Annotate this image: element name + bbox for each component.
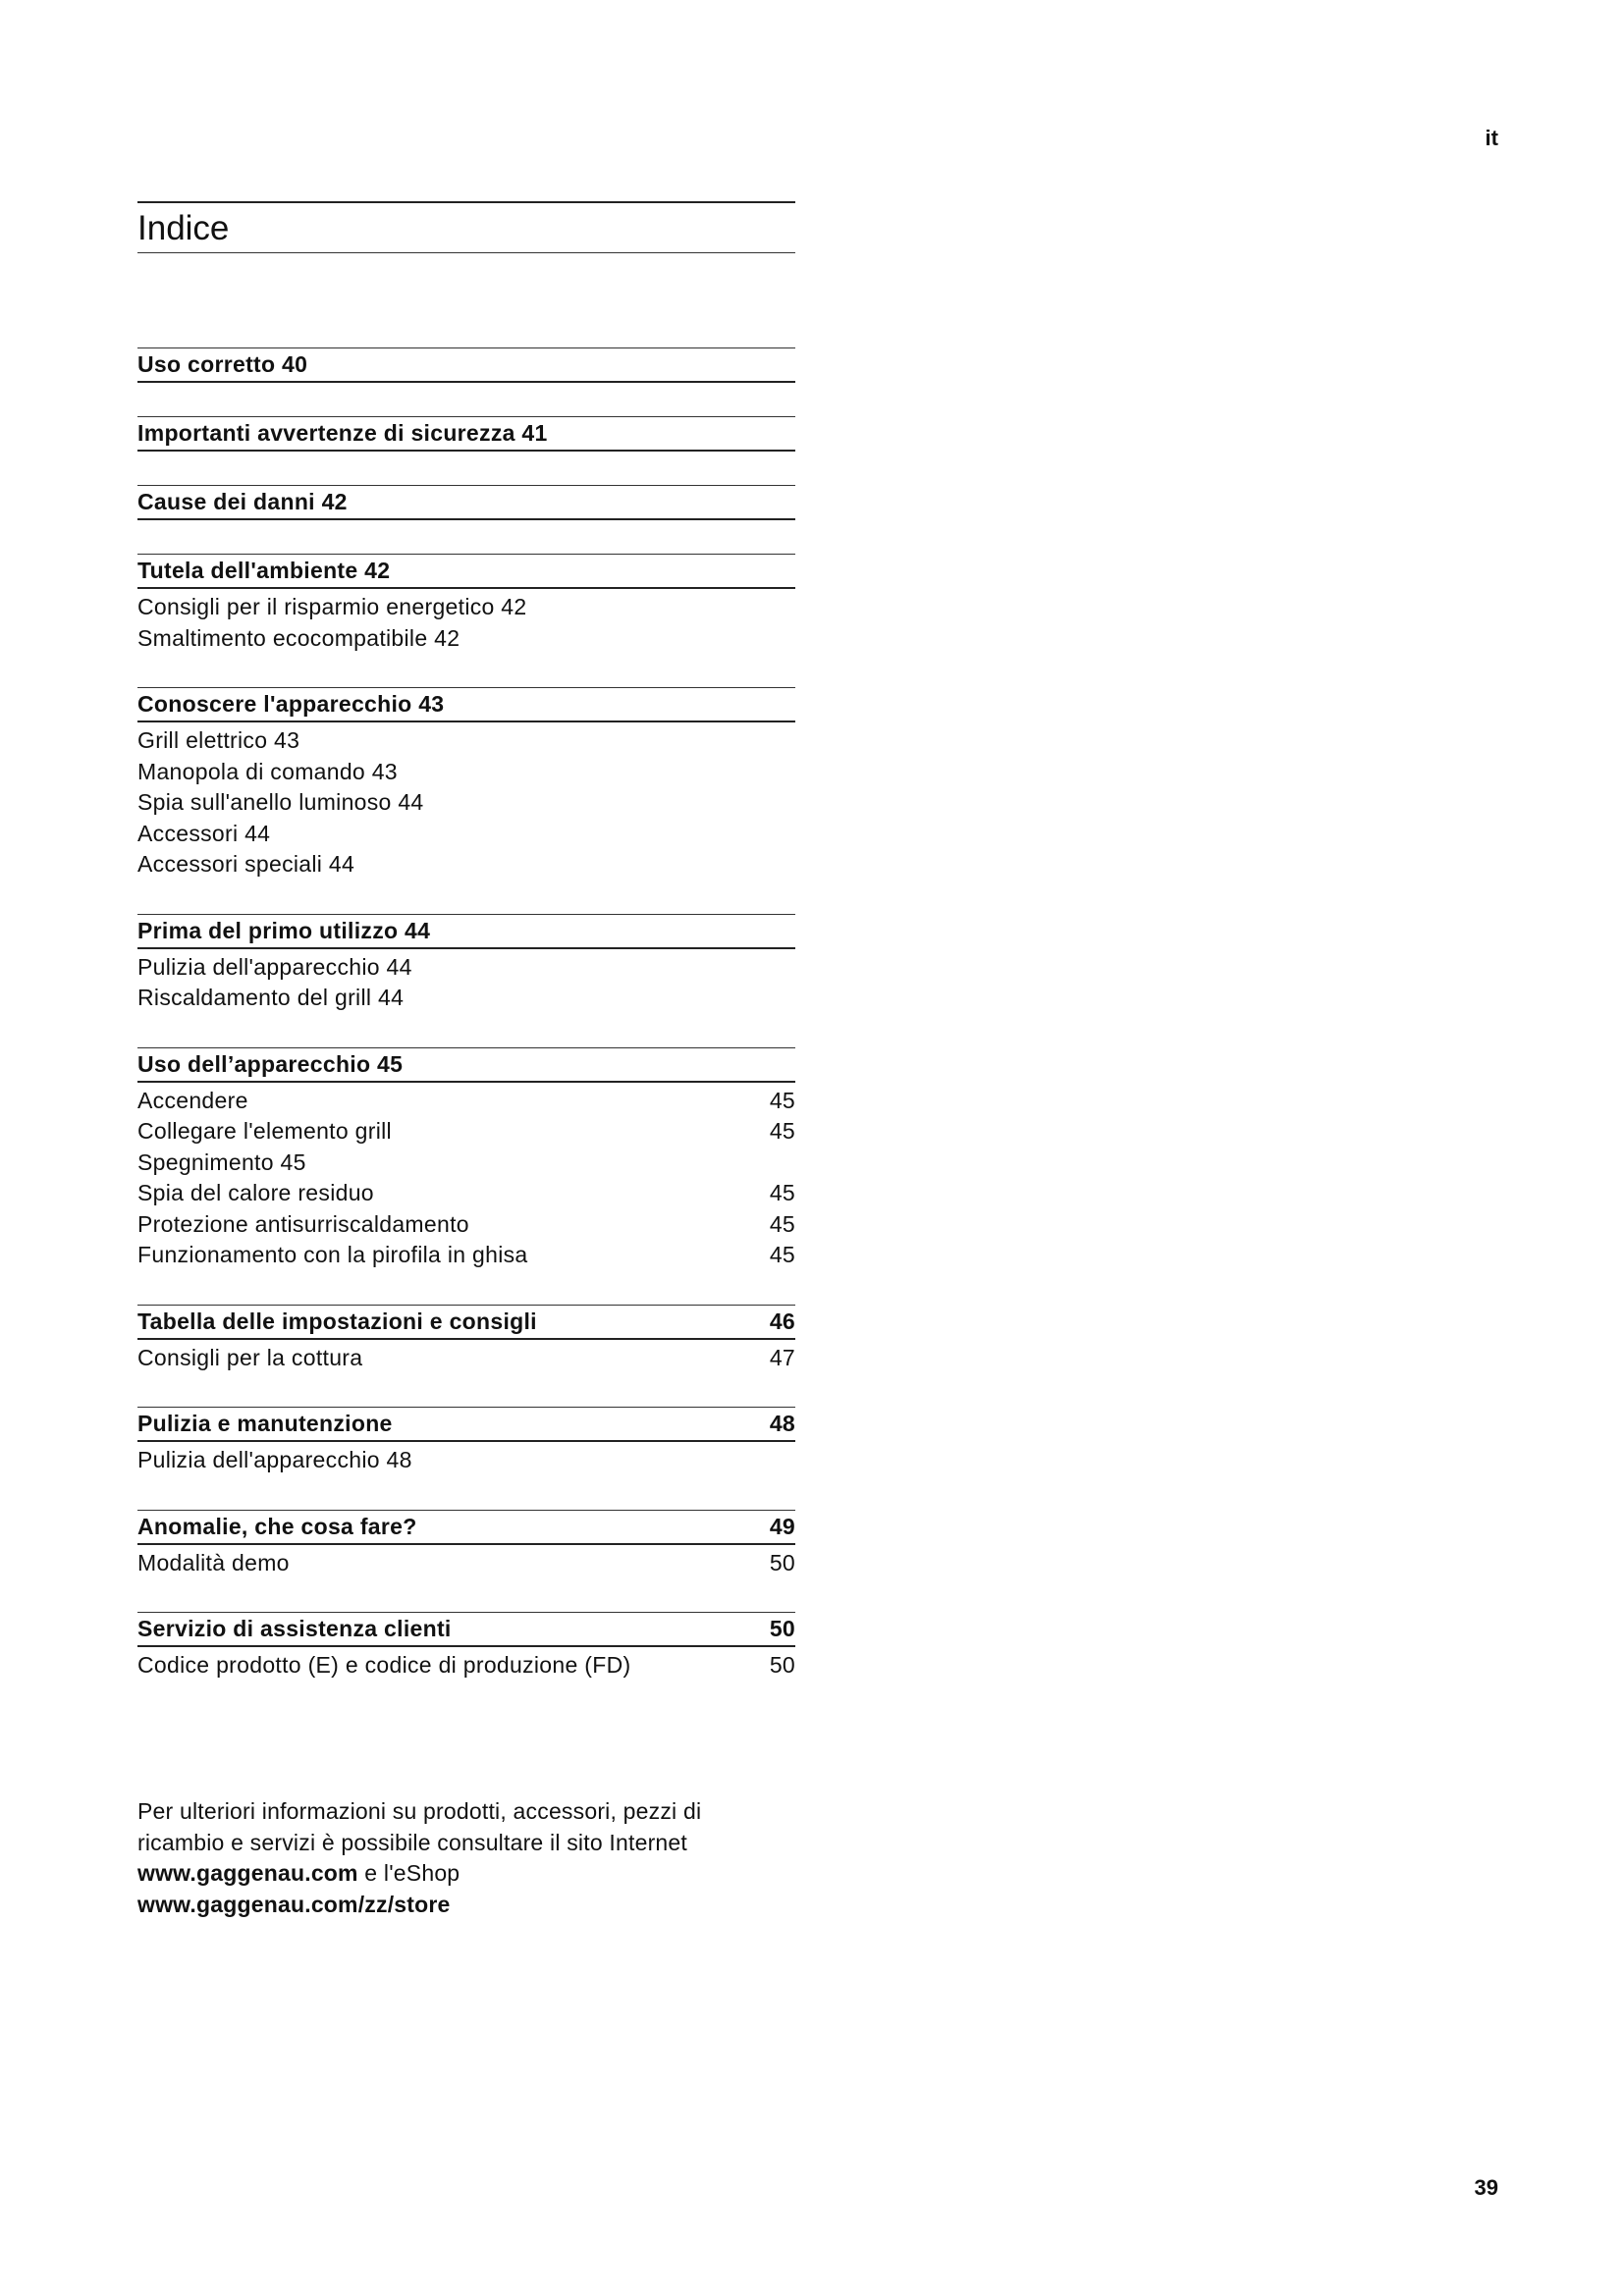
toc-section-heading[interactable] <box>137 1407 795 1442</box>
toc-section-heading[interactable] <box>137 1612 795 1647</box>
toc-entry-list <box>137 722 795 881</box>
toc-section-heading[interactable] <box>137 1510 795 1545</box>
toc-section-heading[interactable] <box>137 1047 795 1083</box>
section-title: Cause dei danni 42 <box>137 489 348 514</box>
footer-info <box>137 1796 795 1920</box>
entry-page-number: 45 <box>769 1210 795 1237</box>
section-title: Tutela dell'ambiente 42 <box>137 558 391 583</box>
toc-entry-list <box>137 1442 795 1476</box>
toc-entry-list <box>137 949 795 1014</box>
toc-entry-list <box>137 1647 795 1682</box>
toc-section <box>137 914 795 1014</box>
toc-entry[interactable] <box>137 1445 795 1476</box>
section-title: Uso corretto 40 <box>137 351 308 377</box>
toc-section-heading[interactable] <box>137 347 795 383</box>
entry-page-number: 45 <box>769 1180 795 1205</box>
entry-label: Funzionamento con la pirofila in ghisa <box>137 1242 528 1267</box>
entry-label: Pulizia dell'apparecchio 44 <box>137 953 412 980</box>
entry-page-number: 45 <box>769 1118 795 1144</box>
section-title: Servizio di assistenza clienti <box>137 1616 452 1641</box>
entry-page-number: 50 <box>769 1652 795 1678</box>
entry-label: Spia del calore residuo <box>137 1180 374 1205</box>
entry-label: Consigli per il risparmio energetico 42 <box>137 594 527 619</box>
toc-section <box>137 554 795 654</box>
toc-section <box>137 1305 795 1374</box>
section-title: Anomalie, che cosa fare? <box>137 1513 417 1539</box>
footer-connector: e l'eShop <box>357 1860 460 1886</box>
toc-section-heading[interactable] <box>137 416 795 452</box>
footer-text-line1: Per ulteriori informazioni su prodotti, accessori, pezzi di <box>137 1798 702 1824</box>
entry-label: Spia sull'anello luminoso 44 <box>137 789 424 815</box>
toc-entry-list <box>137 1340 795 1374</box>
toc-entry[interactable] <box>137 952 795 984</box>
toc-section <box>137 1510 795 1579</box>
footer-url-line <box>137 1858 795 1890</box>
toc-entry[interactable] <box>137 787 795 819</box>
toc-entry[interactable] <box>137 623 795 655</box>
entry-label: Accessori 44 <box>137 820 271 846</box>
entry-label: Manopola di comando 43 <box>137 758 398 784</box>
toc-entry[interactable] <box>137 1548 795 1579</box>
entry-label: Grill elettrico 43 <box>137 727 300 753</box>
toc-entry[interactable] <box>137 1116 795 1148</box>
entry-label: Protezione antisurriscaldamento <box>137 1210 469 1237</box>
entry-label: Consigli per la cottura <box>137 1344 363 1370</box>
section-title: Tabella delle impostazioni e consigli <box>137 1308 537 1334</box>
toc-title: Indice <box>137 201 795 253</box>
toc-entry[interactable] <box>137 725 795 757</box>
entry-page-number: 45 <box>769 1087 795 1113</box>
section-page-number: 49 <box>769 1513 795 1539</box>
toc-section-heading[interactable] <box>137 485 795 520</box>
toc-entry[interactable] <box>137 849 795 881</box>
toc-section-heading[interactable] <box>137 687 795 722</box>
entry-page-number: 45 <box>769 1242 795 1267</box>
toc-entry-list <box>137 1545 795 1579</box>
entry-label: Spegnimento 45 <box>137 1148 306 1175</box>
toc-entry-list <box>137 1083 795 1271</box>
entry-label: Riscaldamento del grill 44 <box>137 985 405 1010</box>
table-of-contents <box>137 201 795 1715</box>
toc-section <box>137 1612 795 1682</box>
entry-label: Accendere <box>137 1087 248 1113</box>
section-title: Uso dell’apparecchio 45 <box>137 1050 404 1077</box>
entry-label: Modalità demo <box>137 1549 290 1575</box>
section-title: Importanti avvertenze di sicurezza 41 <box>137 420 548 446</box>
toc-section <box>137 1047 795 1271</box>
toc-entry[interactable] <box>137 819 795 850</box>
footer-text-line2: ricambio e servizi è possibile consultare il sito Internet <box>137 1829 688 1855</box>
section-title: Pulizia e manutenzione <box>137 1411 393 1436</box>
entry-label: Pulizia dell'apparecchio 48 <box>137 1447 412 1472</box>
section-page-number: 50 <box>769 1616 795 1641</box>
eshop-link[interactable]: www.gaggenau.com/zz/store <box>137 1891 451 1917</box>
section-title: Conoscere l'apparecchio 43 <box>137 691 445 717</box>
section-page-number: 48 <box>769 1411 795 1436</box>
entry-label: Codice prodotto (E) e codice di produzione (FD) <box>137 1652 631 1678</box>
toc-sections <box>137 347 795 1682</box>
website-link[interactable]: www.gaggenau.com <box>137 1860 358 1886</box>
entry-page-number: 47 <box>769 1344 795 1370</box>
section-title: Prima del primo utilizzo 44 <box>137 917 431 943</box>
toc-entry[interactable] <box>137 1240 795 1271</box>
toc-entry-list <box>137 589 795 654</box>
toc-entry[interactable] <box>137 1209 795 1241</box>
toc-entry[interactable] <box>137 1343 795 1374</box>
section-page-number: 46 <box>769 1308 795 1334</box>
entry-page-number: 50 <box>769 1549 795 1575</box>
entry-label: Smaltimento ecocompatibile 42 <box>137 624 460 651</box>
toc-entry[interactable] <box>137 983 795 1014</box>
toc-entry[interactable] <box>137 1086 795 1117</box>
toc-entry[interactable] <box>137 757 795 788</box>
toc-section <box>137 347 795 383</box>
toc-section-heading[interactable] <box>137 914 795 949</box>
toc-entry[interactable] <box>137 1178 795 1209</box>
toc-section <box>137 485 795 520</box>
toc-section-heading[interactable] <box>137 1305 795 1340</box>
page-number: 39 <box>1474 2175 1498 2200</box>
toc-section <box>137 687 795 881</box>
entry-label: Accessori speciali 44 <box>137 851 355 877</box>
toc-section <box>137 1407 795 1476</box>
toc-entry[interactable] <box>137 592 795 623</box>
toc-entry[interactable] <box>137 1650 795 1682</box>
entry-label: Collegare l'elemento grill <box>137 1118 392 1144</box>
toc-section-heading[interactable] <box>137 554 795 589</box>
language-code: it <box>1485 126 1498 150</box>
toc-entry[interactable] <box>137 1148 795 1179</box>
toc-section <box>137 416 795 452</box>
